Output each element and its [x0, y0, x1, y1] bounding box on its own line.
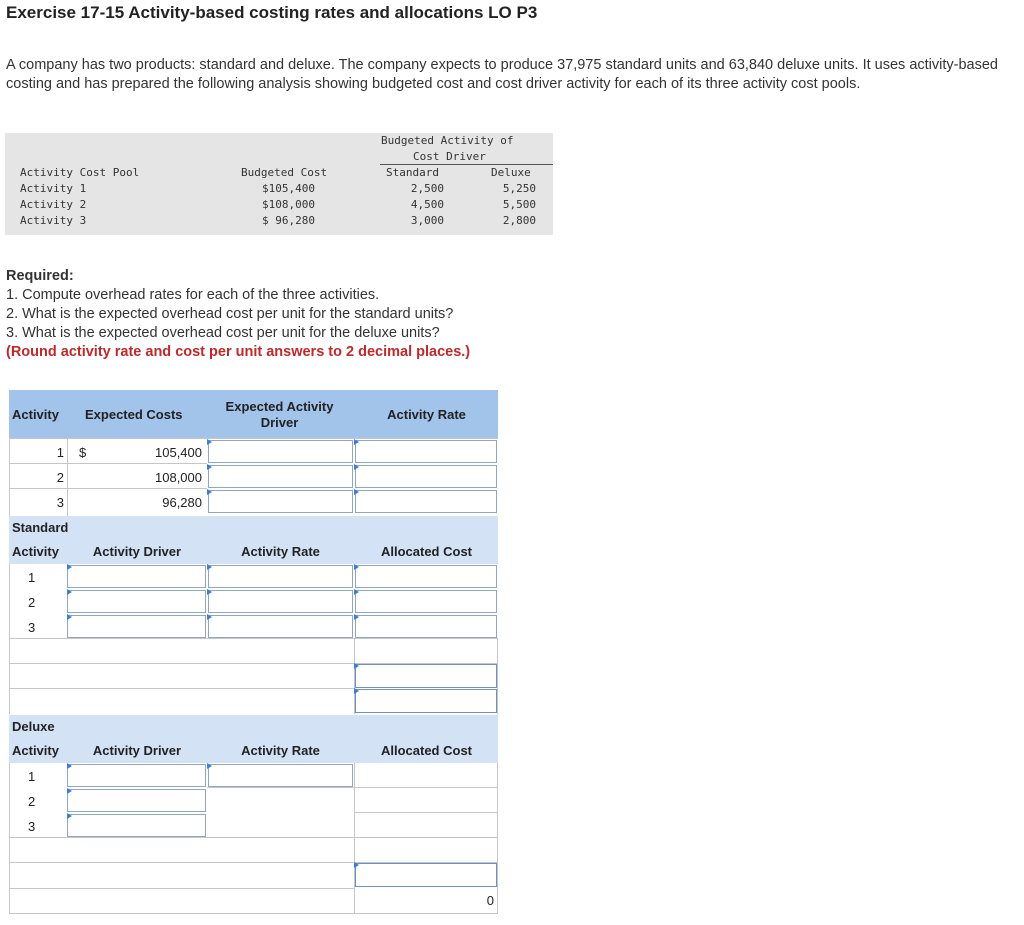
deluxe-final-value: 0	[486, 893, 494, 908]
deluxe-row-num-1: 1	[28, 769, 36, 784]
given-standard-1: 2,500	[410, 182, 444, 195]
col-header-cost: Budgeted Cost	[241, 166, 328, 179]
standard-row-num-3: 3	[28, 620, 36, 635]
given-deluxe-3: 2,800	[502, 214, 536, 227]
deluxe-total-cost-input[interactable]	[355, 863, 497, 887]
standard-rate-input-1[interactable]	[208, 565, 353, 588]
header-expected-costs: Expected Costs	[85, 407, 183, 422]
deluxe-driver-input-3[interactable]	[67, 814, 206, 837]
expected-driver-input-3[interactable]	[208, 490, 353, 513]
given-standard-3: 3,000	[410, 214, 444, 227]
answer-worksheet	[9, 390, 498, 914]
deluxe-row-num-3: 3	[28, 819, 36, 834]
question-1: 1. Compute overhead rates for each of the three activities.	[6, 287, 380, 303]
activity-rate-input-3[interactable]	[355, 490, 497, 513]
given-cost-2: $108,000	[262, 198, 315, 211]
standard-rate-input-2[interactable]	[208, 590, 353, 613]
expected-cost-2: 108,000	[155, 470, 202, 485]
standard-total-cost-input[interactable]	[355, 664, 497, 688]
required-section	[6, 267, 470, 362]
deluxe-col-driver: Activity Driver	[92, 743, 182, 758]
given-cost-1: $105,400	[262, 182, 315, 195]
col-header-standard: Standard	[386, 166, 439, 179]
expected-driver-input-2[interactable]	[208, 465, 353, 488]
currency-symbol: $	[79, 445, 87, 460]
standard-driver-input-2[interactable]	[67, 590, 206, 613]
deluxe-driver-input-2[interactable]	[67, 789, 206, 812]
standard-driver-input-3[interactable]	[67, 615, 206, 638]
given-cost-3: $ 96,280	[262, 214, 315, 227]
deluxe-row-num-2: 2	[28, 794, 36, 809]
group-header-rule	[380, 164, 553, 165]
standard-col-driver: Activity Driver	[92, 544, 182, 559]
deluxe-col-rate: Activity Rate	[241, 743, 320, 758]
rounding-note: (Round activity rate and cost per unit answers to 2 decimal places.)	[6, 344, 471, 360]
given-pool-3: Activity 3	[20, 214, 87, 227]
question-2: 2. What is the expected overhead cost per unit for the standard units?	[6, 306, 454, 322]
activity-rate-input-1[interactable]	[355, 440, 497, 463]
rate-row-num-2: 2	[56, 470, 64, 485]
problem-intro: A company has two products: standard and deluxe. The company expects to produce 37,975 standard units and 63,840 deluxe units. It uses activity-based costing and has prepared the following analysis showing budgeted cost and cost driver activity for each of its three activity cost pools.	[6, 57, 998, 92]
standard-alloc-input-2[interactable]	[355, 590, 497, 613]
required-heading: Required:	[6, 268, 74, 284]
given-pool-2: Activity 2	[20, 198, 87, 211]
deluxe-label: Deluxe	[12, 719, 55, 734]
given-deluxe-1: 5,250	[502, 182, 536, 195]
col-header-deluxe: Deluxe	[491, 166, 531, 179]
question-3: 3. What is the expected overhead cost per unit for the deluxe units?	[6, 325, 440, 341]
deluxe-driver-input-1[interactable]	[67, 764, 206, 787]
rate-row-num-3: 3	[56, 495, 64, 510]
group-header-line2: Cost Driver	[413, 150, 486, 163]
standard-label: Standard	[12, 520, 69, 535]
standard-alloc-input-3[interactable]	[355, 615, 497, 638]
standard-col-alloc: Allocated Cost	[380, 544, 472, 559]
activity-rate-input-2[interactable]	[355, 465, 497, 488]
expected-cost-1: 105,400	[155, 445, 202, 460]
header-activity-rate: Activity Rate	[387, 407, 466, 422]
deluxe-col-alloc: Allocated Cost	[380, 743, 472, 758]
standard-col-rate: Activity Rate	[241, 544, 320, 559]
standard-alloc-input-1[interactable]	[355, 565, 497, 588]
given-standard-2: 4,500	[410, 198, 444, 211]
standard-row-num-1: 1	[28, 570, 36, 585]
page-title: Exercise 17-15 Activity-based costing rates and allocations LO P3	[6, 3, 538, 22]
deluxe-rate-input-1[interactable]	[208, 764, 353, 787]
given-pool-1: Activity 1	[20, 182, 87, 195]
header-expected-driver-1: Expected Activity	[225, 399, 334, 414]
header-expected-driver-2: Driver	[260, 415, 299, 430]
standard-rate-input-3[interactable]	[208, 615, 353, 638]
expected-driver-input-1[interactable]	[208, 440, 353, 463]
deluxe-col-activity: Activity	[12, 743, 59, 758]
header-activity: Activity	[12, 407, 59, 422]
standard-cost-per-unit-input[interactable]	[355, 689, 497, 713]
rate-row-num-1: 1	[56, 445, 64, 460]
standard-row-num-2: 2	[28, 595, 36, 610]
expected-cost-3: 96,280	[162, 495, 202, 510]
col-header-pool: Activity Cost Pool	[20, 166, 140, 179]
given-data-table	[5, 133, 553, 240]
given-deluxe-2: 5,500	[502, 198, 536, 211]
standard-driver-input-1[interactable]	[67, 565, 206, 588]
group-header-line1: Budgeted Activity of	[381, 134, 514, 147]
standard-col-activity: Activity	[12, 544, 59, 559]
